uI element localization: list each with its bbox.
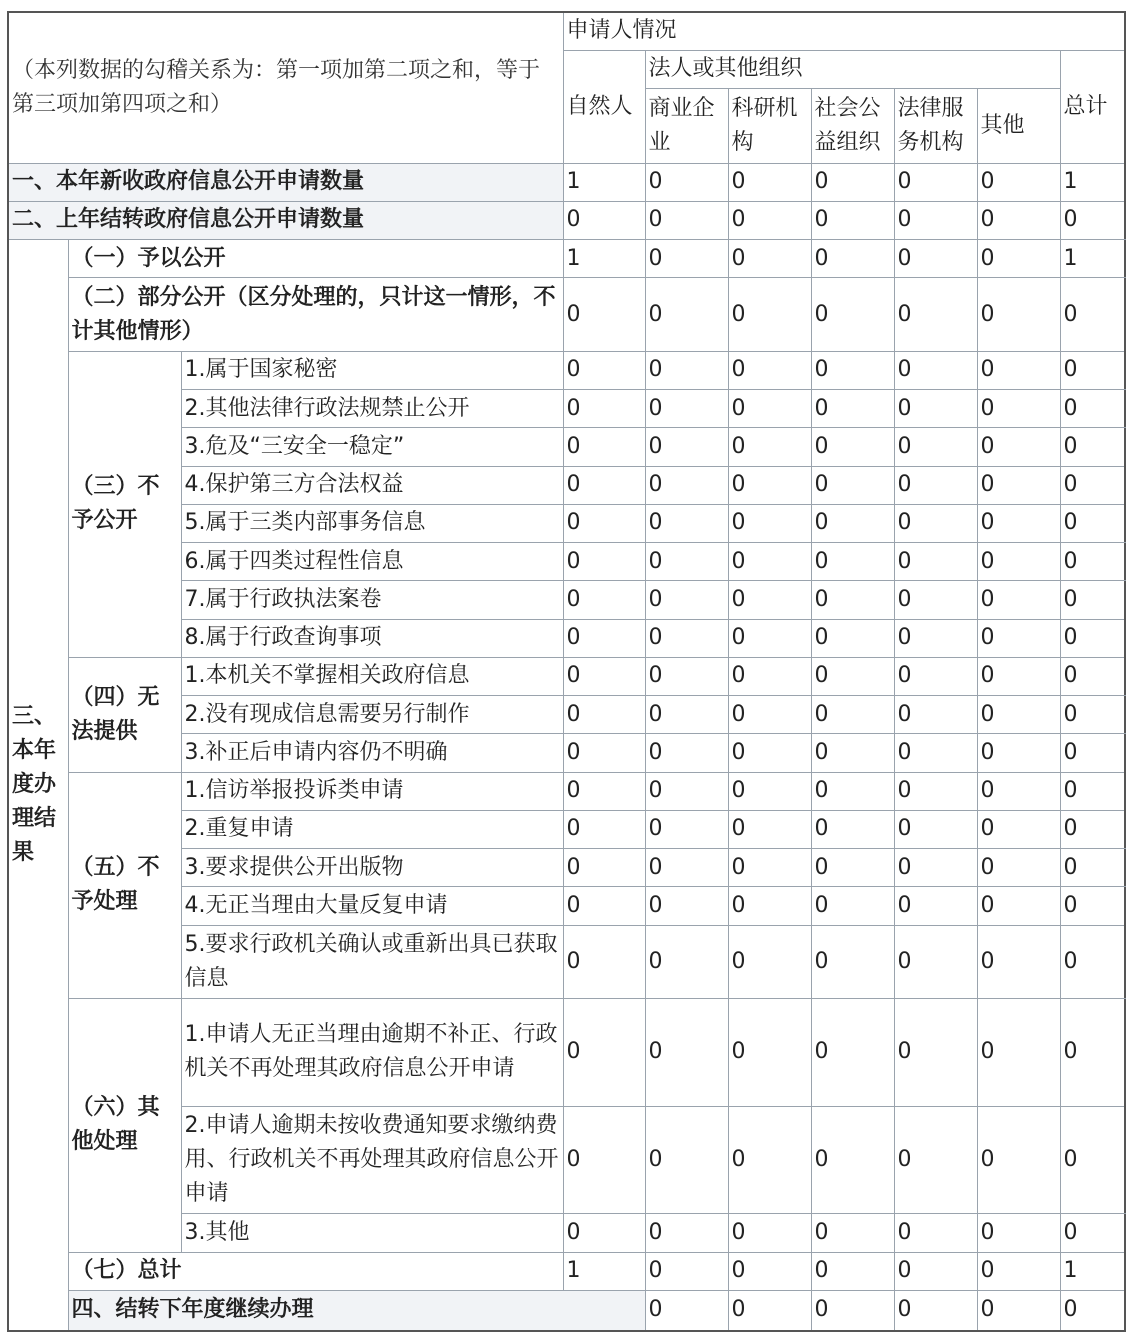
cell-value: 0 [1060,810,1125,848]
cell-value: 0 [728,504,811,542]
cell-value: 0 [728,163,811,201]
cell-value: 0 [811,240,894,278]
cell-value: 1 [563,240,645,278]
table-row [8,1252,1125,1290]
cell-value: 0 [728,351,811,389]
cell-value: 0 [811,887,894,925]
table-row [8,1290,1125,1331]
cell-value: 0 [728,734,811,772]
cell-value: 0 [563,543,645,581]
cell-value: 0 [894,1252,977,1290]
cell-value: 0 [645,999,728,1107]
cell-value: 0 [1060,428,1125,466]
row-label: 2.其他法律行政法规禁止公开 [181,390,563,428]
cell-value: 0 [894,466,977,504]
cell-value: 0 [811,163,894,201]
cell-value: 1 [563,1252,645,1290]
cell-value: 0 [1060,543,1125,581]
cell-value: 0 [645,849,728,887]
cell-value: 0 [1060,278,1125,352]
cell-value: 0 [894,849,977,887]
row-label: 一、本年新收政府信息公开申请数量 [8,163,563,201]
cell-value: 0 [728,1214,811,1252]
cell-value: 0 [811,810,894,848]
cell-value: 0 [811,619,894,657]
cell-value: 0 [728,543,811,581]
cell-value: 0 [1060,1290,1125,1331]
cell-value: 0 [645,1252,728,1290]
cell-value: 1 [1060,163,1125,201]
cell-value: 0 [728,1106,811,1214]
cell-value: 0 [977,849,1060,887]
cell-value: 0 [811,428,894,466]
cell-value: 0 [811,1290,894,1331]
row-label: 二、上年结转政府信息公开申请数量 [8,201,563,239]
legal-service-header: 法律服务机构 [894,89,977,164]
cell-value: 0 [1060,887,1125,925]
cell-value: 0 [563,696,645,734]
cell-value: 0 [563,772,645,810]
cell-value: 0 [894,887,977,925]
table-row [8,201,1125,239]
cell-value: 0 [894,240,977,278]
cell-value: 0 [728,428,811,466]
cell-value: 0 [563,1214,645,1252]
cell-value: 0 [977,887,1060,925]
natural-person-header: 自然人 [563,50,645,163]
cell-value: 0 [811,466,894,504]
cell-value: 0 [811,390,894,428]
cell-value: 0 [977,810,1060,848]
cell-value: 0 [894,810,977,848]
cell-value: 0 [1060,619,1125,657]
cell-value: 0 [563,581,645,619]
cell-value: 0 [645,1290,728,1331]
table-row [8,163,1125,201]
cell-value: 0 [977,1290,1060,1331]
cell-value: 0 [645,619,728,657]
cell-value: 0 [811,201,894,239]
cell-value: 0 [645,240,728,278]
cell-value: 0 [645,278,728,352]
cell-value: 0 [1060,696,1125,734]
cell-value: 0 [645,887,728,925]
cell-value: 0 [894,619,977,657]
cell-value: 0 [563,351,645,389]
cell-value: 0 [645,696,728,734]
cell-value: 0 [811,696,894,734]
cell-value: 0 [645,810,728,848]
cell-value: 0 [645,734,728,772]
row-label: 3.要求提供公开出版物 [181,849,563,887]
cell-value: 0 [811,772,894,810]
cell-value: 0 [563,887,645,925]
cell-value: 0 [977,734,1060,772]
cell-value: 0 [1060,999,1125,1107]
row-label: 4.无正当理由大量反复申请 [181,887,563,925]
row-label: 3.补正后申请内容仍不明确 [181,734,563,772]
cell-value: 0 [977,581,1060,619]
cell-value: 0 [728,810,811,848]
row-label: （七）总计 [68,1252,563,1290]
cell-value: 0 [894,278,977,352]
cell-value: 0 [1060,772,1125,810]
commercial-header: 商业企业 [645,89,728,164]
cell-value: 0 [894,657,977,695]
row-label: 1.属于国家秘密 [181,351,563,389]
row-label: 5.要求行政机关确认或重新出具已获取信息 [181,925,563,999]
cell-value: 0 [728,925,811,999]
cell-value: 0 [1060,504,1125,542]
cell-value: 0 [977,278,1060,352]
cell-value: 0 [977,390,1060,428]
results-group-label: 三、本年度办理结果 [8,240,68,1332]
table-row [8,240,1125,278]
cell-value: 0 [811,581,894,619]
cell-value: 0 [728,999,811,1107]
cell-value: 0 [811,351,894,389]
cell-value: 0 [894,201,977,239]
cell-value: 0 [563,734,645,772]
cell-value: 0 [894,543,977,581]
cell-value: 0 [811,504,894,542]
cell-value: 0 [1060,657,1125,695]
applicant-header: 申请人情况 [563,12,1125,50]
cell-value: 0 [563,466,645,504]
cell-value: 0 [977,657,1060,695]
cell-value: 0 [811,1214,894,1252]
table-row [8,999,1125,1107]
cell-value: 1 [563,163,645,201]
cell-value: 0 [1060,390,1125,428]
cell-value: 0 [645,657,728,695]
cell-value: 0 [1060,1214,1125,1252]
cell-value: 1 [1060,1252,1125,1290]
cell-value: 0 [977,1252,1060,1290]
cell-value: 0 [728,619,811,657]
cell-value: 0 [645,1106,728,1214]
unable-group-label: （四）无法提供 [68,657,181,772]
row-label: （二）部分公开（区分处理的，只计这一情形，不计其他情形） [68,278,563,352]
cell-value: 0 [811,657,894,695]
cell-value: 0 [894,1290,977,1331]
cell-value: 0 [977,619,1060,657]
not-process-group-label: （五）不予处理 [68,772,181,999]
row-label: 1.申请人无正当理由逾期不补正、行政机关不再处理其政府信息公开申请 [181,999,563,1107]
cell-value: 0 [894,428,977,466]
cell-value: 0 [894,734,977,772]
cell-value: 0 [563,657,645,695]
cell-value: 0 [645,428,728,466]
cell-value: 0 [894,351,977,389]
table-row [8,657,1125,695]
cell-value: 0 [977,999,1060,1107]
cell-value: 0 [811,999,894,1107]
cell-value: 0 [977,1106,1060,1214]
cell-value: 0 [728,887,811,925]
cell-value: 0 [563,278,645,352]
row-label: 1.信访举报投诉类申请 [181,772,563,810]
row-label: 4.保护第三方合法权益 [181,466,563,504]
cell-value: 0 [977,925,1060,999]
cell-value: 0 [894,925,977,999]
cell-value: 0 [1060,581,1125,619]
cell-value: 0 [894,163,977,201]
cell-value: 0 [645,925,728,999]
cell-value: 0 [728,657,811,695]
row-label: 2.重复申请 [181,810,563,848]
cell-value: 0 [1060,849,1125,887]
cell-value: 0 [728,696,811,734]
cell-value: 0 [1060,925,1125,999]
row-label: 2.申请人逾期未按收费通知要求缴纳费用、行政机关不再处理其政府信息公开申请 [181,1106,563,1214]
cell-value: 0 [977,696,1060,734]
research-header: 科研机构 [728,89,811,164]
row-label: 四、结转下年度继续办理 [68,1290,645,1331]
cell-value: 0 [645,543,728,581]
cell-value: 0 [811,543,894,581]
cell-value: 0 [894,581,977,619]
cell-value: 0 [728,772,811,810]
cell-value: 0 [977,163,1060,201]
row-label: 6.属于四类过程性信息 [181,543,563,581]
deny-group-label: （三）不予公开 [68,351,181,657]
cell-value: 0 [894,504,977,542]
cell-value: 0 [1060,734,1125,772]
cell-value: 0 [563,810,645,848]
row-label: 1.本机关不掌握相关政府信息 [181,657,563,695]
gov-info-disclosure-table [7,11,1126,1332]
cell-value: 0 [811,1252,894,1290]
relation-note: （本列数据的勾稽关系为：第一项加第二项之和，等于第三项加第四项之和） [8,12,563,163]
cell-value: 0 [563,925,645,999]
cell-value: 0 [728,581,811,619]
cell-value: 0 [977,504,1060,542]
cell-value: 0 [728,466,811,504]
cell-value: 0 [645,772,728,810]
row-label: 3.其他 [181,1214,563,1252]
cell-value: 0 [811,925,894,999]
cell-value: 0 [563,504,645,542]
cell-value: 0 [894,1106,977,1214]
cell-value: 0 [645,163,728,201]
cell-value: 0 [977,240,1060,278]
cell-value: 0 [894,696,977,734]
row-label: 5.属于三类内部事务信息 [181,504,563,542]
cell-value: 0 [894,772,977,810]
cell-value: 0 [563,390,645,428]
cell-value: 0 [563,201,645,239]
cell-value: 0 [563,849,645,887]
row-label: （一）予以公开 [68,240,563,278]
cell-value: 0 [1060,466,1125,504]
cell-value: 0 [645,504,728,542]
header-row [8,12,1125,50]
cell-value: 0 [1060,201,1125,239]
cell-value: 0 [977,428,1060,466]
cell-value: 0 [728,201,811,239]
cell-value: 0 [894,999,977,1107]
table-row [8,278,1125,352]
total-header: 总计 [1060,50,1125,163]
cell-value: 0 [1060,351,1125,389]
cell-value: 0 [728,1252,811,1290]
cell-value: 0 [894,390,977,428]
cell-value: 0 [645,201,728,239]
cell-value: 0 [563,619,645,657]
cell-value: 0 [894,1214,977,1252]
cell-value: 0 [811,1106,894,1214]
cell-value: 0 [811,849,894,887]
cell-value: 0 [977,201,1060,239]
other-header: 其他 [977,89,1060,164]
cell-value: 0 [811,278,894,352]
cell-value: 0 [728,240,811,278]
cell-value: 0 [728,1290,811,1331]
cell-value: 0 [977,351,1060,389]
cell-value: 0 [728,849,811,887]
cell-value: 0 [645,581,728,619]
cell-value: 0 [645,466,728,504]
cell-value: 0 [977,543,1060,581]
legal-org-header: 法人或其他组织 [645,50,1060,88]
row-label: 7.属于行政执法案卷 [181,581,563,619]
row-label: 3.危及“三安全一稳定” [181,428,563,466]
other-process-group-label: （六）其他处理 [68,999,181,1253]
cell-value: 0 [563,999,645,1107]
cell-value: 0 [645,1214,728,1252]
cell-value: 0 [811,734,894,772]
cell-value: 0 [645,390,728,428]
cell-value: 0 [977,466,1060,504]
cell-value: 0 [728,390,811,428]
cell-value: 0 [645,351,728,389]
table-row [8,772,1125,810]
cell-value: 0 [728,278,811,352]
cell-value: 0 [977,772,1060,810]
cell-value: 0 [563,1106,645,1214]
cell-value: 0 [977,1214,1060,1252]
public-welfare-header: 社会公益组织 [811,89,894,164]
row-label: 2.没有现成信息需要另行制作 [181,696,563,734]
cell-value: 0 [563,428,645,466]
table-row [8,351,1125,389]
cell-value: 0 [1060,1106,1125,1214]
cell-value: 1 [1060,240,1125,278]
row-label: 8.属于行政查询事项 [181,619,563,657]
